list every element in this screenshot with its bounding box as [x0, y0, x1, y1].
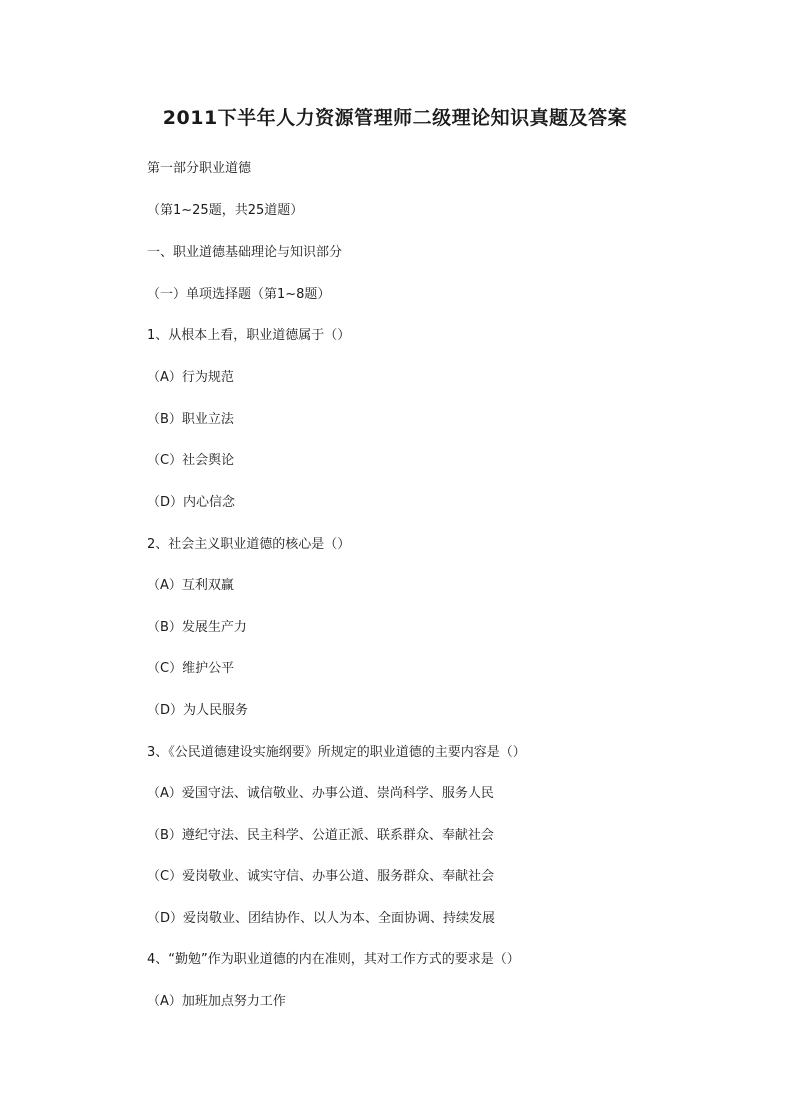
question-stem: 3、《公民道德建设实施纲要》所规定的职业道德的主要内容是（）: [147, 745, 526, 760]
question-stem: 4、“勤勉”作为职业道德的内在准则，其对工作方式的要求是（）: [147, 952, 520, 967]
subsection-heading: （一）单项选择题（第1~8题）: [147, 287, 331, 302]
question-option: （C）爱岗敬业、诚实守信、办事公道、服务群众、奉献社会: [147, 869, 495, 884]
question-option: （A）加班加点努力工作: [147, 994, 286, 1009]
question-option: （A）行为规范: [147, 370, 234, 385]
part-heading: 第一部分职业道德: [147, 161, 252, 176]
section-heading: 一、职业道德基础理论与知识部分: [147, 245, 343, 260]
question-option: （C）社会舆论: [147, 453, 235, 468]
question-option: （B）职业立法: [147, 412, 234, 427]
question-option: （C）维护公平: [147, 661, 235, 676]
question-stem: 1、从根本上看，职业道德属于（）: [147, 328, 351, 343]
range-note: （第1~25题，共25道题）: [147, 203, 304, 218]
question-option: （B）发展生产力: [147, 620, 247, 635]
question-option: （D）内心信念: [147, 495, 236, 510]
document-title: 2011下半年人力资源管理师二级理论知识真题及答案: [162, 107, 628, 129]
question-option: （A）互利双赢: [147, 578, 234, 593]
question-option: （D）为人民服务: [147, 703, 249, 718]
question-option: （D）爱岗敬业、团结协作、以人为本、全面协调、持续发展: [147, 911, 496, 926]
question-stem: 2、社会主义职业道德的核心是（）: [147, 537, 351, 552]
question-option: （B）遵纪守法、民主科学、公道正派、联系群众、奉献社会: [147, 828, 494, 843]
question-option: （A）爱国守法、诚信敬业、办事公道、崇尚科学、服务人民: [147, 786, 494, 801]
